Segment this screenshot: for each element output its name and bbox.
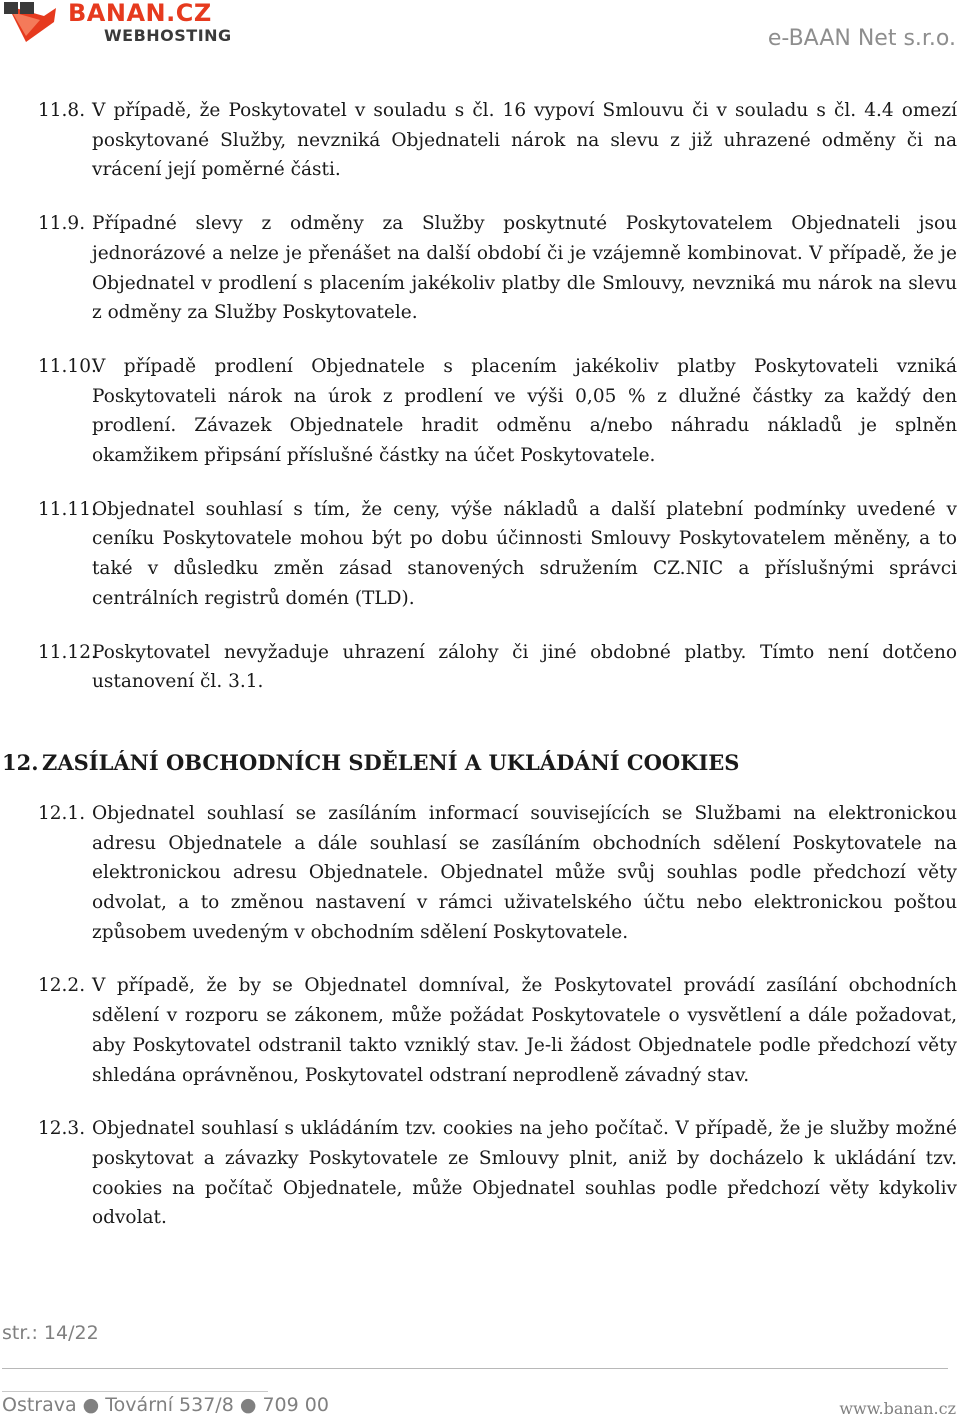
company-name: e-BAAN Net s.r.o. (767, 26, 956, 51)
clause-12-2 (0, 971, 960, 1090)
clause-11-12 (0, 638, 960, 697)
page-header (0, 0, 960, 60)
footer-website: www.banan.cz (839, 1399, 956, 1418)
clause-text: Objednatel souhlasí se zasíláním informací souvisejících se Službami na elektronickou adresu Objednatele a dále souhlasí se zasíláním obchodních sdělení Poskytovatele na elektronickou adresu Objednatele. Objednatel může svůj souhlas podle předchozí věty odvolat, a to změnou nastavení v rámci uživatelského účtu nebo elektronickou poštou způsobem uvedeným v obchodním sdělení Poskytovatele. (92, 802, 957, 943)
clause-text: Objednatel souhlasí s tím, že ceny, výše nákladů a další platební podmínky uvedené v ceníku Poskytovatele mohou být po dobu účinnosti Smlouvy Poskytovatelem měněny, a to také v důsledku změn zásad stanovených sdružením CZ.NIC a příslušnými správci centrálních registrů domén (TLD). (92, 498, 957, 609)
clause-number: 12.1. (38, 802, 86, 824)
clause-number: 12.2. (38, 975, 86, 997)
footer-address: Ostrava ● Tovární 537/8 ● 709 00 (2, 1394, 329, 1416)
footer-divider (2, 1368, 948, 1369)
clause-number: 11.10. (38, 355, 97, 377)
clause-number: 12.3. (38, 1118, 86, 1140)
clause-11-9 (0, 209, 960, 328)
clause-number: 11.8. (38, 100, 86, 121)
clause-12-1 (0, 799, 960, 948)
clause-number: 11.9. (38, 213, 86, 235)
clause-text: Případné slevy z odměny za Služby poskytnuté Poskytovatelem Objednateli jsou jednorázové a nelze je přenášet na další období či je vzájemně kombinovat. V případě, že je Objednatel v prodlení s placením jakékoliv platby dle Smlouvy, nevzniká mu nárok na slevu z odměny za Služby Poskytovatele. (92, 213, 957, 324)
banan-logo (4, 2, 244, 48)
clause-text: Poskytovatel nevyžaduje uhrazení zálohy či jiné obdobné platby. Tímto není dotčeno ustanovení čl. 3.1. (92, 641, 957, 693)
clause-11-11 (0, 495, 960, 614)
logo-main-text: BANAN.CZ (68, 0, 212, 27)
bars-icon (4, 2, 36, 14)
clause-11-8 (0, 96, 960, 185)
clause-text: Objednatel souhlasí s ukládáním tzv. cookies na jeho počítač. V případě, že je služby možné poskytovat a závazky Poskytovatele ze Smlouvy plnit, aniž by docházelo k ukládání tzv. cookies na počítač Objednatele, může Objednatel souhlas podle předchozí věty kdykoliv odvolat. (92, 1118, 957, 1229)
document-body (0, 96, 960, 1257)
clause-text: V případě, že Poskytovatel v souladu s čl. 16 vypoví Smlouvu či v souladu s čl. 4.4 omezí poskytované Služby, nevzniká Objednateli nárok na slevu z již uhrazené odměny či na vrácení její poměrné části. (92, 100, 957, 181)
section-title: ZASÍLÁNÍ OBCHODNÍCH SDĚLENÍ A UKLÁDÁNÍ COOKIES (42, 749, 740, 775)
clause-12-3 (0, 1114, 960, 1233)
clause-11-10 (0, 352, 960, 471)
page-number: str.: 14/22 (2, 1322, 99, 1344)
clause-number: 11.12. (38, 641, 97, 663)
address-underline (2, 1391, 268, 1392)
logo-sub-text: WEBHOSTING (104, 26, 232, 45)
section-heading-12 (0, 749, 960, 777)
clause-text: V případě, že by se Objednatel domníval, že Poskytovatel provádí zasílání obchodních sdělení v rozporu se zákonem, může požádat Poskytovatele o vysvětlení a dále požadovat, aby Poskytovatel odstranil takto vzniklý stav. Je-li žádost Objednatele podle předchozí věty shledána oprávněnou, Poskytovatel odstraní neprodleně závadný stav. (92, 975, 957, 1086)
section-number: 12. (2, 749, 39, 775)
clause-number: 11.11. (38, 498, 97, 520)
clause-text: V případě prodlení Objednatele s placením jakékoliv platby Poskytovateli vzniká Poskytovateli nárok na úrok z prodlení ve výši 0,05 % z dlužné částky za každý den prodlení. Závazek Objednatele hradit odměnu a/nebo náhradu nákladů je splněn okamžikem připsání příslušné částky na účet Poskytovatele. (92, 355, 957, 467)
